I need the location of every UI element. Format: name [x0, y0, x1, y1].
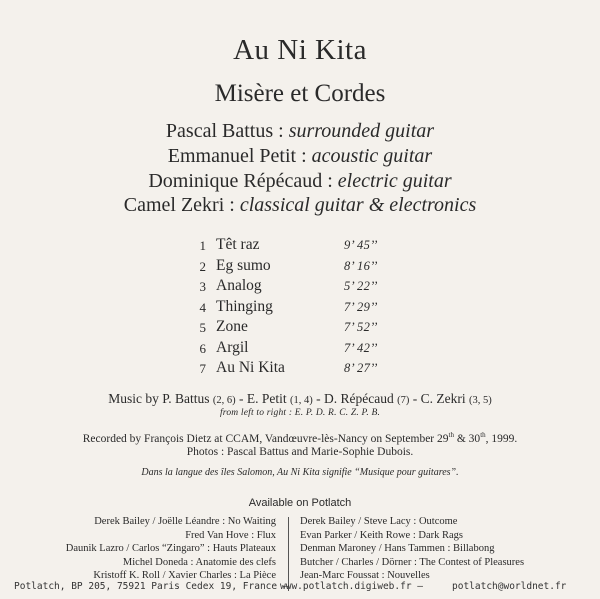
- track-duration: 7’ 42’’: [344, 340, 378, 355]
- track-number: 6: [199, 340, 206, 356]
- track-number: 1: [199, 238, 206, 253]
- track-duration: 7’ 29’’: [344, 299, 378, 314]
- track-title: Zone: [216, 318, 248, 335]
- track-number: 2: [199, 258, 206, 274]
- catalog-item: Derek Bailey / Joëlle Léandre : No Waiting: [94, 516, 276, 527]
- musician-name: Emmanuel Petit :: [167, 145, 307, 167]
- musician-line: [0, 120, 600, 143]
- recording-text: , 1999.: [485, 432, 518, 445]
- catalog-item: Butcher / Charles / Dörner : The Contest of Pleasures: [300, 556, 525, 568]
- catalog-item: Daunik Lazro / Carlos “Zingaro” : Hauts Plateaux: [65, 543, 276, 555]
- musician-line: [0, 170, 600, 193]
- musician-line: [0, 145, 600, 168]
- track-title: Analog: [216, 277, 262, 294]
- column-divider: [288, 517, 289, 591]
- track-number: 3: [199, 279, 206, 294]
- track-title: Au Ni Kita: [216, 359, 285, 376]
- photos-credit: Photos : Pascal Battus and Marie-Sophie Dubois.: [186, 446, 414, 458]
- track-row: [0, 318, 600, 339]
- catalog-item: Kristoff K. Roll / Xavier Charles : La Pièce: [93, 570, 276, 582]
- musician-instrument: surrounded guitar: [288, 120, 435, 142]
- catalog-item: Fred Van Hove : Flux: [185, 529, 276, 541]
- credit-track-nums: (2, 6): [212, 395, 236, 406]
- credit-track-nums: (7): [397, 395, 410, 406]
- track-number: 7: [199, 361, 206, 376]
- track-title: Eg sumo: [216, 256, 271, 274]
- recording-text: Recorded by François Dietz at CCAM, Vandœuvre-lès-Nancy on September 29: [82, 432, 449, 445]
- album-title: Au Ni Kita: [233, 34, 367, 66]
- track-row: [0, 298, 600, 319]
- credit-track-nums: (1, 4): [290, 395, 313, 406]
- musician-name: Dominique Répécaud :: [148, 170, 333, 192]
- musician-instrument: acoustic guitar: [311, 145, 433, 167]
- catalog-right-column: [300, 515, 600, 583]
- footer-website: www.potlatch.digiweb.fr —: [280, 581, 423, 592]
- track-row: [0, 257, 600, 278]
- track-number: 4: [199, 299, 206, 315]
- track-row: [0, 359, 600, 380]
- track-duration: 7’ 52’’: [344, 320, 378, 334]
- catalog-item: Evan Parker / Keith Rowe : Dark Rags: [300, 529, 464, 541]
- recording-credit: [0, 431, 600, 445]
- catalog-item: Jean-Marc Foussat : Nouvelles: [300, 570, 430, 582]
- music-credits: [0, 391, 600, 407]
- track-row: [0, 277, 600, 298]
- ordinal-suffix: th: [480, 431, 486, 439]
- catalog-item: Michel Doneda : Anatomie des clefs: [122, 556, 276, 568]
- catalog-left-column: [20, 515, 276, 583]
- credit-text: - E. Petit: [239, 391, 287, 406]
- musician-name: Pascal Battus :: [165, 120, 284, 142]
- credit-text: Music by P. Battus: [108, 391, 210, 406]
- recording-text: & 30: [453, 432, 481, 445]
- catalog-item: Denman Maroney / Hans Tammen : Billabong: [300, 543, 495, 555]
- track-duration: 8’ 27’’: [344, 361, 378, 375]
- track-duration: 8’ 16’’: [344, 258, 378, 273]
- track-number: 5: [199, 320, 206, 335]
- track-title: Argil: [216, 338, 249, 356]
- credit-text: - D. Répécaud: [316, 391, 394, 406]
- track-row: [0, 339, 600, 360]
- ordinal-suffix: th: [448, 431, 454, 439]
- musician-instrument: classical guitar & electronics: [239, 194, 477, 216]
- track-duration: 5’ 22’’: [344, 279, 378, 293]
- musician-line: [0, 194, 600, 217]
- available-heading: Available on Potlatch: [248, 497, 352, 509]
- track-row: [0, 236, 600, 257]
- track-list: [0, 236, 600, 380]
- footer-email: potlatch@worldnet.fr: [452, 581, 567, 592]
- musician-name: Camel Zekri :: [123, 194, 235, 216]
- track-title: Têt raz: [216, 236, 260, 253]
- photo-order-caption: from left to right : E. P. D. R. C. Z. P. B.: [219, 408, 381, 418]
- track-title: Thinging: [216, 297, 273, 315]
- album-subtitle: Misère et Cordes: [214, 80, 386, 107]
- catalog-item: Derek Bailey / Steve Lacy : Outcome: [300, 516, 458, 527]
- language-note: Dans la langue des îles Salomon, Au Ni Kita signifie “Musique pour guitares”.: [141, 467, 459, 478]
- footer-address: Potlatch, BP 205, 75921 Paris Cedex 19, France —: [14, 581, 289, 592]
- track-duration: 9’ 45’’: [344, 238, 378, 252]
- credit-track-nums: (3, 5): [468, 395, 492, 406]
- musician-instrument: electric guitar: [337, 170, 452, 192]
- credit-text: - C. Zekri: [412, 391, 466, 406]
